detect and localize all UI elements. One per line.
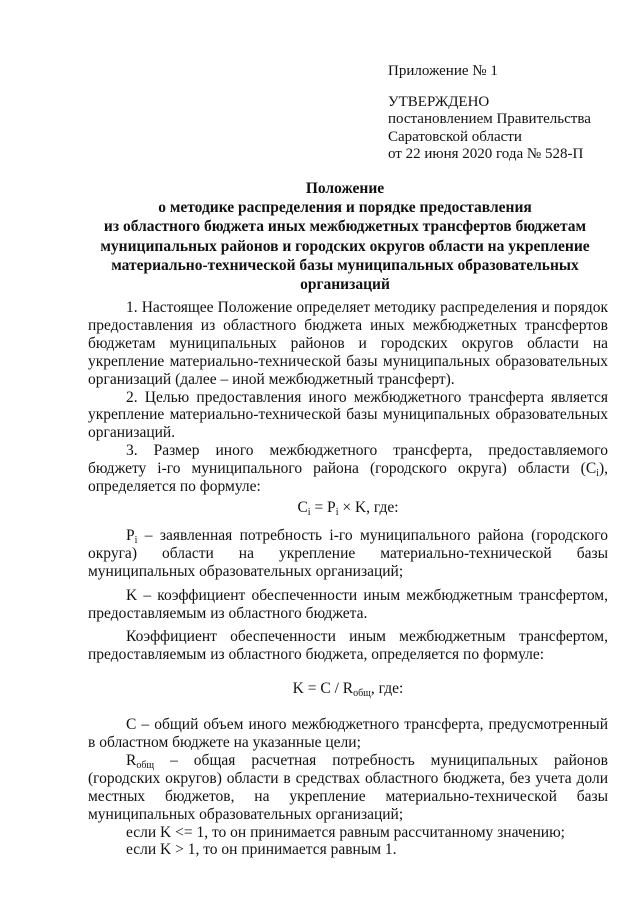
approved-line-3: от 22 июня 2020 года № 528-П bbox=[388, 146, 584, 163]
formula-k: $K = C / R_{общ}$, где: bbox=[292, 680, 404, 700]
paragraph-2: 2. Целью предоставления иного межбюджетного трансферта является укрепление материально-технической базы муниципальных образовательных организаций. bbox=[88, 388, 608, 442]
approved-line-2: Саратовской области bbox=[388, 128, 522, 145]
title-line: организаций bbox=[300, 276, 390, 294]
approved-label: УТВЕРЖДЕНО bbox=[388, 94, 490, 110]
paragraph-c-definition: C – общий объем иного межбюджетного трансферта, предусмотренный в областном бюджете на указанные цели; bbox=[88, 716, 608, 752]
approval-block bbox=[388, 94, 591, 164]
title-line: из областного бюджета иных межбюджетных трансфертов бюджетам bbox=[103, 218, 587, 236]
title-line: о методике распределения и порядке предоставления bbox=[158, 199, 532, 217]
condition-k-gt-1: если K > 1, то он принимается равным 1. bbox=[126, 841, 397, 859]
paragraph-pi-definition: $P_i$ – заявленная потребность i-го муниципального района (городского округа) области на укрепление материально-технической базы муниципальных образовательных организаций; bbox=[88, 526, 608, 580]
appendix-number bbox=[388, 63, 498, 80]
document-title bbox=[80, 179, 610, 294]
paragraph-k-definition: K – коэффициент обеспеченности иным межбюджетным трансфертом, предоставляемым из областного бюджета. bbox=[88, 586, 608, 622]
document-body bbox=[88, 299, 608, 859]
condition-k-le-1: если K <= 1, то он принимается равным рассчитанному значению; bbox=[126, 823, 565, 841]
paragraph-1: 1. Настоящее Положение определяет методику распределения и порядок предоставления из областного бюджета иных межбюджетных трансфертов бюджетам муниципальных районов и городских округов области на укрепление материально-технической базы муниципальных образовательных организаций (далее – иной межбюджетный трансферт). bbox=[88, 299, 608, 388]
title-line: материально-технической базы муниципальных образовательных bbox=[111, 256, 579, 274]
appendix-number-text: Приложение № 1 bbox=[388, 63, 498, 79]
formula-ci: $C_i = P_i \times K$, где: bbox=[297, 498, 399, 518]
paragraph-r-definition: $R_{общ}$ – общая расчетная потребность муниципальных районов (городских округов) области в средствах областного бюджета, без учета доли местных бюджетов, на укрепление материально-технической базы муниципальных образовательных организаций; bbox=[88, 751, 608, 823]
approved-line-1: постановлением Правительства bbox=[388, 111, 591, 128]
paragraph-k-formula-intro: Коэффициент обеспеченности иным межбюджетным трансфертом, предоставляемым из областного бюджета, определяется по формуле: bbox=[88, 628, 608, 664]
paragraph-3: 3. Размер иного межбюджетного трансферта, предоставляемого бюджету i-го муниципального района (городского округа) области $(C_i)$, определяется по формуле: bbox=[88, 442, 608, 496]
title-line: муниципальных районов и городских округов области на укрепление bbox=[100, 237, 590, 255]
title-line: Положение bbox=[305, 180, 385, 197]
